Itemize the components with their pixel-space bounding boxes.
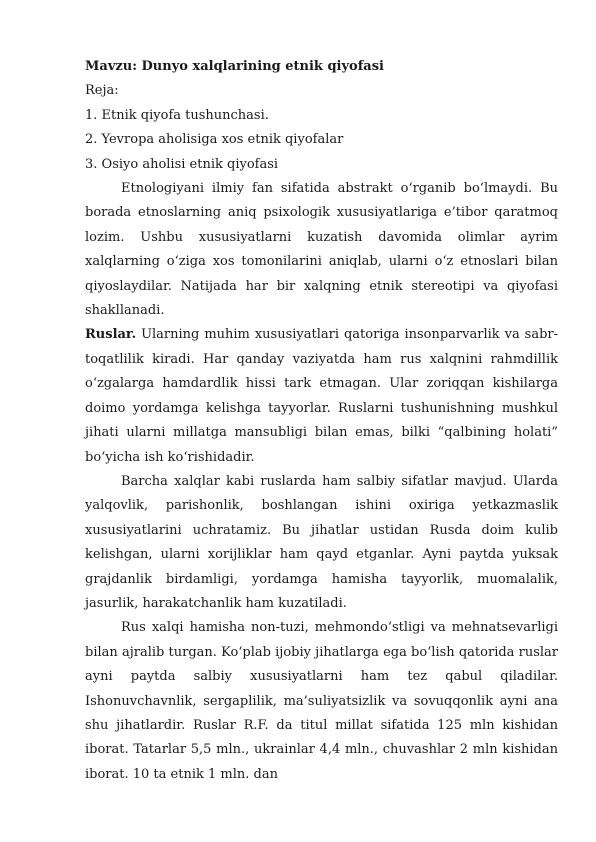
document-title: Mavzu: Dunyo xalqlarining etnik qiyofasi bbox=[85, 59, 384, 74]
plan-item: 2. Yevropa aholisiga xos etnik qiyofalar bbox=[85, 132, 344, 148]
plan-label: Reja: bbox=[85, 83, 119, 99]
paragraph-lead: Ruslar. bbox=[85, 327, 137, 343]
paragraph-negative-traits bbox=[85, 470, 558, 616]
paragraph-text: Barcha xalqlar kabi ruslarda ham salbiy sifatlar mavjud. Ularda yalqovlik, parishonlik, boshlangan ishini oxiriga yetkazmaslik xususiyatlarini uchratamiz. Bu jihatlar ustidan Rusda doim kulib kelishgan, ularni xorijliklar ham qayd etganlar. Ayni paytda yuksak grajdanlik birdamligi, yordamga hamisha tayyorlik, muomalalik, jasurlik, harakatchanlik ham kuzatiladi. bbox=[85, 473, 558, 611]
paragraph-intro bbox=[85, 177, 558, 323]
paragraph-population bbox=[85, 616, 558, 787]
paragraph-text: Ularning muhim xususiyatlari qatoriga insonparvarlik va sabr-toqatlilik kiradi. Har qanday vaziyatda ham rus xalqnini rahmdillik o‘zgalarga hamdardlik hissi tark etmagan. Ular zoriqqan kishilarga doimo yordamga kelishga tayyorlar. Ruslarni tushunishning mushkul jihati ularni millatga mansubligi bilan emas, bilki “qalbining holati” bo‘yicha ish ko‘rishidadir. bbox=[85, 327, 558, 465]
paragraph-text: Etnologiyani ilmiy fan sifatida abstrakt o‘rganib bo‘lmaydi. Bu borada etnoslarning aniq psixologik xususiyatlariga e’tibor qaratmoq lozim. Ushbu xususiyatlarni kuzatish davomida olimlar ayrim xalqlarning o‘ziga xos tomonilarini aniqlab, ularni o‘z etnoslari bilan qiyoslaydilar. Natijada har bir xalqning etnik stereotipi va qiyofasi shakllanadi. bbox=[85, 181, 558, 319]
paragraph-ruslar bbox=[85, 323, 558, 469]
plan-item: 1. Etnik qiyofa tushunchasi. bbox=[85, 107, 269, 123]
document-page bbox=[85, 55, 558, 787]
paragraph-text: Rus xalqi hamisha non-tuzi, mehmondo‘stligi va mehnatsevarligi bilan ajralib turgan. Ko‘plab ijobiy jihatlarga ega bo‘lish qatorida ruslar ayni paytda salbiy xususiyatlarni ham tez qabul qiladilar. Ishonuvchavnlik, sergaplilik, ma’suliyatsizlik va sovuqqonlik ayni ana shu jihatlardir. Ruslar R.F. da titul millat sifatida 125 mln kishidan iborat. Tatarlar 5,5 mln., ukrainlar 4,4 mln., chuvashlar 2 mln kishidan iborat. 10 ta etnik 1 mln. dan bbox=[85, 620, 558, 782]
plan-item: 3. Osiyo aholisi etnik qiyofasi bbox=[85, 156, 279, 172]
